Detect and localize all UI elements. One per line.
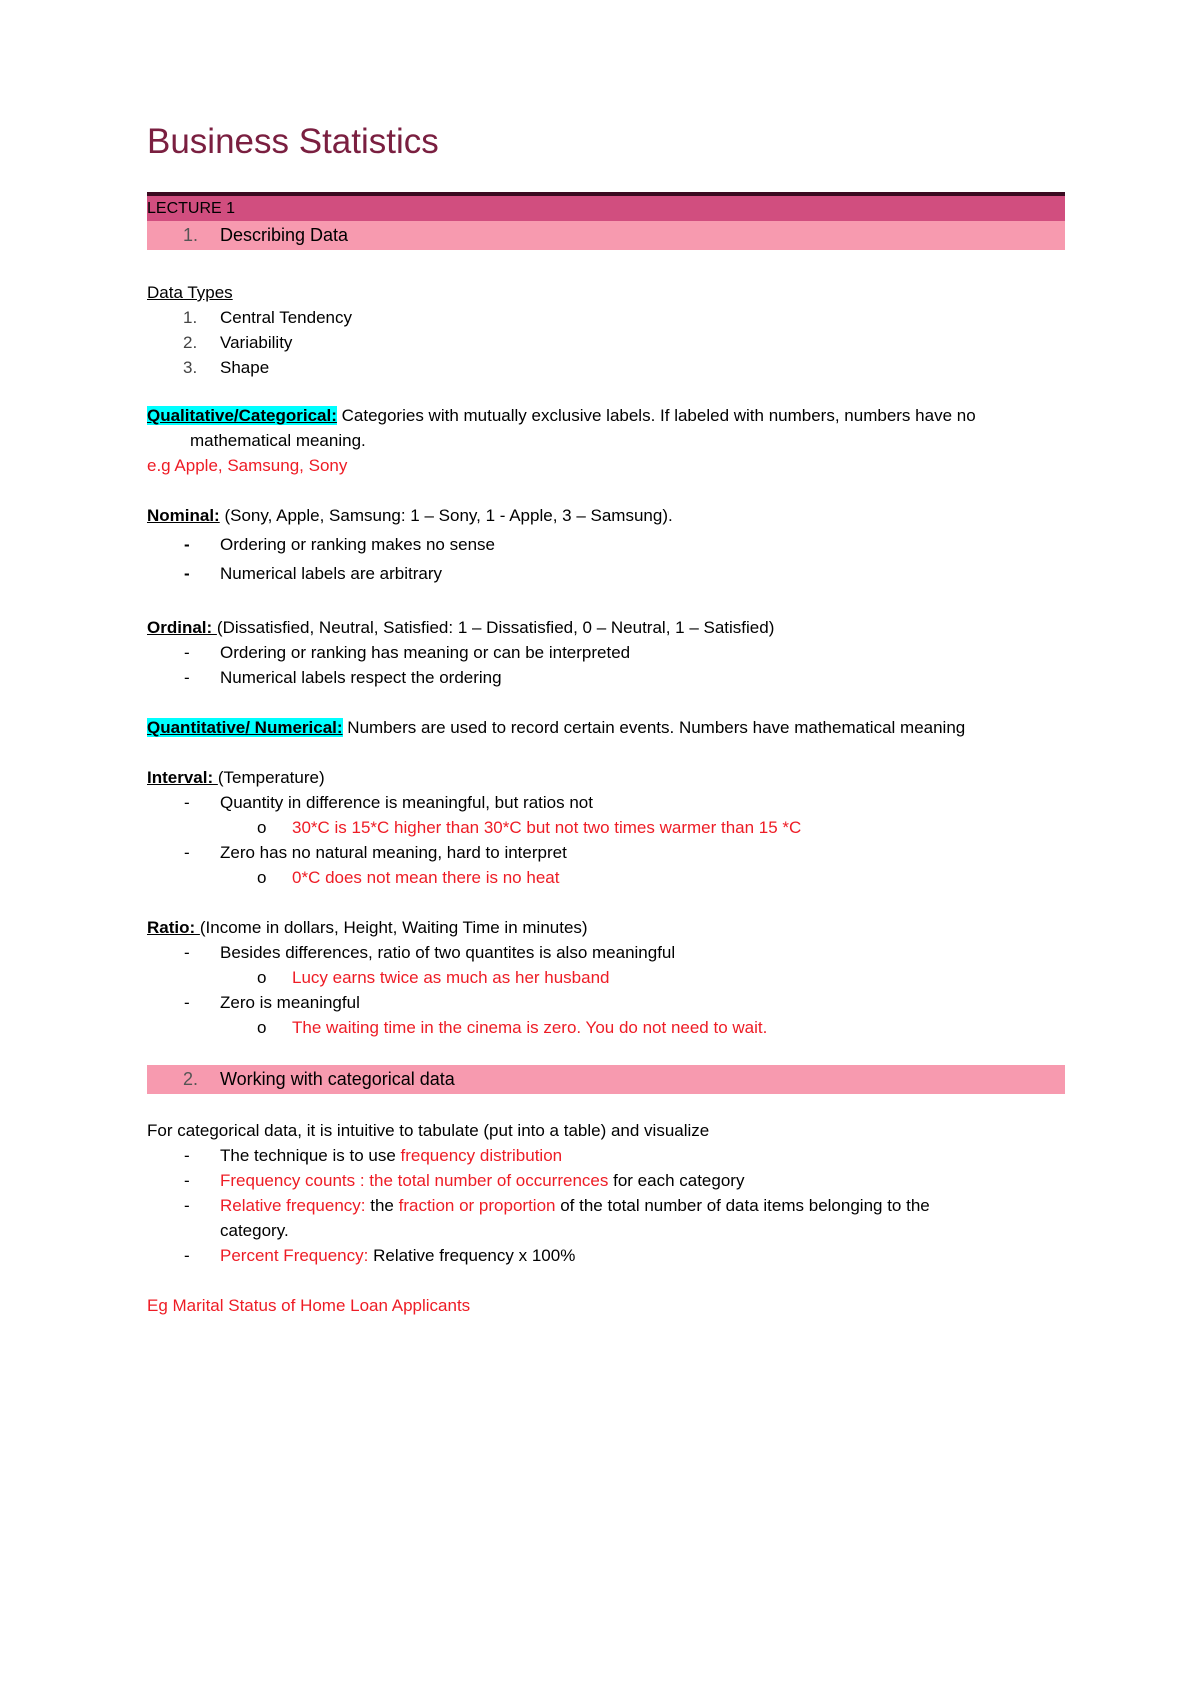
list-item: [147, 305, 547, 330]
nominal-text: (Sony, Apple, Samsung: 1 – Sony, 1 - Apple, 3 – Samsung).: [219, 506, 673, 525]
list-item: [147, 840, 947, 865]
ordinal-text: (Dissatisfied, Neutral, Satisfied: 1 – Dissatisfied, 0 – Neutral, 1 – Satisfied): [216, 618, 775, 637]
list-item: [147, 865, 947, 890]
bullet-dash: -: [184, 793, 190, 812]
highlighted-term: frequency distribution: [400, 1146, 563, 1165]
bullet-dash: -: [184, 643, 190, 662]
bullet-dash: -: [184, 1146, 190, 1165]
bullet-text: Numerical labels respect the ordering: [220, 668, 502, 687]
qualitative-definition: [147, 403, 976, 428]
list-item: [147, 330, 547, 355]
bullet-text: Besides differences, ratio of two quantites is also meaningful: [220, 943, 676, 962]
bullet-dash: -: [184, 535, 190, 554]
list-number: 1.: [183, 308, 198, 327]
interval-definition: [147, 765, 325, 790]
sub-bullet-text: 0*C does not mean there is no heat: [292, 868, 560, 887]
highlighted-term: Relative frequency:: [220, 1196, 366, 1215]
bullet-dash: -: [184, 668, 190, 687]
qualitative-example: e.g Apple, Samsung, Sony: [147, 456, 348, 475]
list-item: [147, 665, 747, 690]
bullet-dash: -: [184, 1196, 190, 1215]
nominal-definition: [147, 503, 673, 528]
sub-bullet-marker: o: [257, 968, 267, 987]
section-heading-categorical-data: [147, 1065, 1065, 1094]
ratio-definition: [147, 915, 588, 940]
list-item: [147, 1243, 1047, 1268]
list-text: Central Tendency: [220, 308, 352, 327]
qualitative-text-continued: mathematical meaning.: [190, 431, 366, 450]
sub-bullet-text: Lucy earns twice as much as her husband: [292, 968, 610, 987]
quantitative-definition: [147, 715, 965, 740]
highlighted-term: fraction or proportion: [398, 1196, 556, 1215]
list-item: [147, 790, 947, 815]
list-item: [147, 355, 547, 380]
bullet-dash: -: [184, 1171, 190, 1190]
bullet-text: [220, 1243, 575, 1268]
bullet-text: Zero has no natural meaning, hard to interpret: [220, 843, 567, 862]
sub-bullet-marker: o: [257, 818, 267, 837]
bullet-dash: -: [184, 564, 190, 583]
list-item: [147, 1168, 1047, 1193]
bullet-text: [220, 1143, 562, 1168]
text-run: The technique is to use: [220, 1146, 401, 1165]
qualitative-text: Categories with mutually exclusive labels. If labeled with numbers, numbers have no: [336, 406, 976, 425]
list-item: [147, 965, 947, 990]
categorical-example: Eg Marital Status of Home Loan Applicants: [147, 1296, 471, 1315]
categorical-intro: For categorical data, it is intuitive to tabulate (put into a table) and visualize: [147, 1121, 710, 1140]
highlighted-term: Frequency counts : the total number of occurrences: [220, 1171, 609, 1190]
sub-bullet-text: The waiting time in the cinema is zero. You do not need to wait.: [292, 1018, 768, 1037]
bullet-text-continued: category.: [220, 1221, 289, 1240]
section-label: Describing Data: [220, 225, 349, 245]
list-text: Variability: [220, 333, 293, 352]
text-run: the: [365, 1196, 399, 1215]
list-item: [147, 1143, 1047, 1168]
interval-term: Interval:: [147, 768, 218, 787]
list-number: 2.: [183, 333, 198, 352]
interval-text: (Temperature): [217, 768, 325, 787]
bullet-text: [220, 1193, 930, 1218]
bullet-dash: -: [184, 943, 190, 962]
ratio-text: (Income in dollars, Height, Waiting Time in minutes): [199, 918, 588, 937]
list-item: [147, 561, 747, 586]
highlighted-term: Percent Frequency:: [220, 1246, 369, 1265]
ratio-term: Ratio:: [147, 918, 200, 937]
document-title: Business Statistics: [147, 122, 439, 161]
ordinal-term: Ordinal:: [147, 618, 217, 637]
list-item: [147, 990, 947, 1015]
quantitative-text: Numbers are used to record certain events. Numbers have mathematical meaning: [342, 718, 966, 737]
list-item: [147, 940, 947, 965]
text-run: of the total number of data items belonging to the: [555, 1196, 930, 1215]
qualitative-term: Qualitative/Categorical:: [147, 406, 337, 425]
nominal-term: Nominal:: [147, 506, 220, 525]
list-number: 3.: [183, 358, 198, 377]
list-text: Shape: [220, 358, 270, 377]
list-item: [147, 532, 747, 557]
quantitative-term: Quantitative/ Numerical:: [147, 718, 343, 737]
list-item: [147, 1015, 947, 1040]
sub-bullet-marker: o: [257, 1018, 267, 1037]
section-number: 1.: [183, 225, 199, 245]
section-number: 2.: [183, 1069, 199, 1089]
list-item: [147, 640, 747, 665]
sub-bullet-text: 30*C is 15*C higher than 30*C but not two times warmer than 15 *C: [292, 818, 802, 837]
list-item: [147, 815, 947, 840]
section-label: Working with categorical data: [220, 1069, 455, 1089]
bullet-text: Ordering or ranking has meaning or can be interpreted: [220, 643, 631, 662]
bullet-dash: -: [184, 1246, 190, 1265]
section-heading-describing-data: [147, 221, 1065, 250]
lecture-label: LECTURE 1: [147, 200, 236, 217]
data-types-heading: Data Types: [147, 283, 233, 302]
list-item: [147, 1193, 1047, 1218]
bullet-text: [220, 1168, 744, 1193]
bullet-text: Numerical labels are arbitrary: [220, 564, 443, 583]
ordinal-definition: [147, 615, 774, 640]
bullet-text: Ordering or ranking makes no sense: [220, 535, 495, 554]
bullet-dash: -: [184, 993, 190, 1012]
sub-bullet-marker: o: [257, 868, 267, 887]
text-run: for each category: [608, 1171, 745, 1190]
bullet-text: Zero is meaningful: [220, 993, 360, 1012]
bullet-dash: -: [184, 843, 190, 862]
lecture-heading-bar: [147, 192, 1065, 221]
text-run: Relative frequency x 100%: [368, 1246, 576, 1265]
bullet-text: Quantity in difference is meaningful, but ratios not: [220, 793, 593, 812]
